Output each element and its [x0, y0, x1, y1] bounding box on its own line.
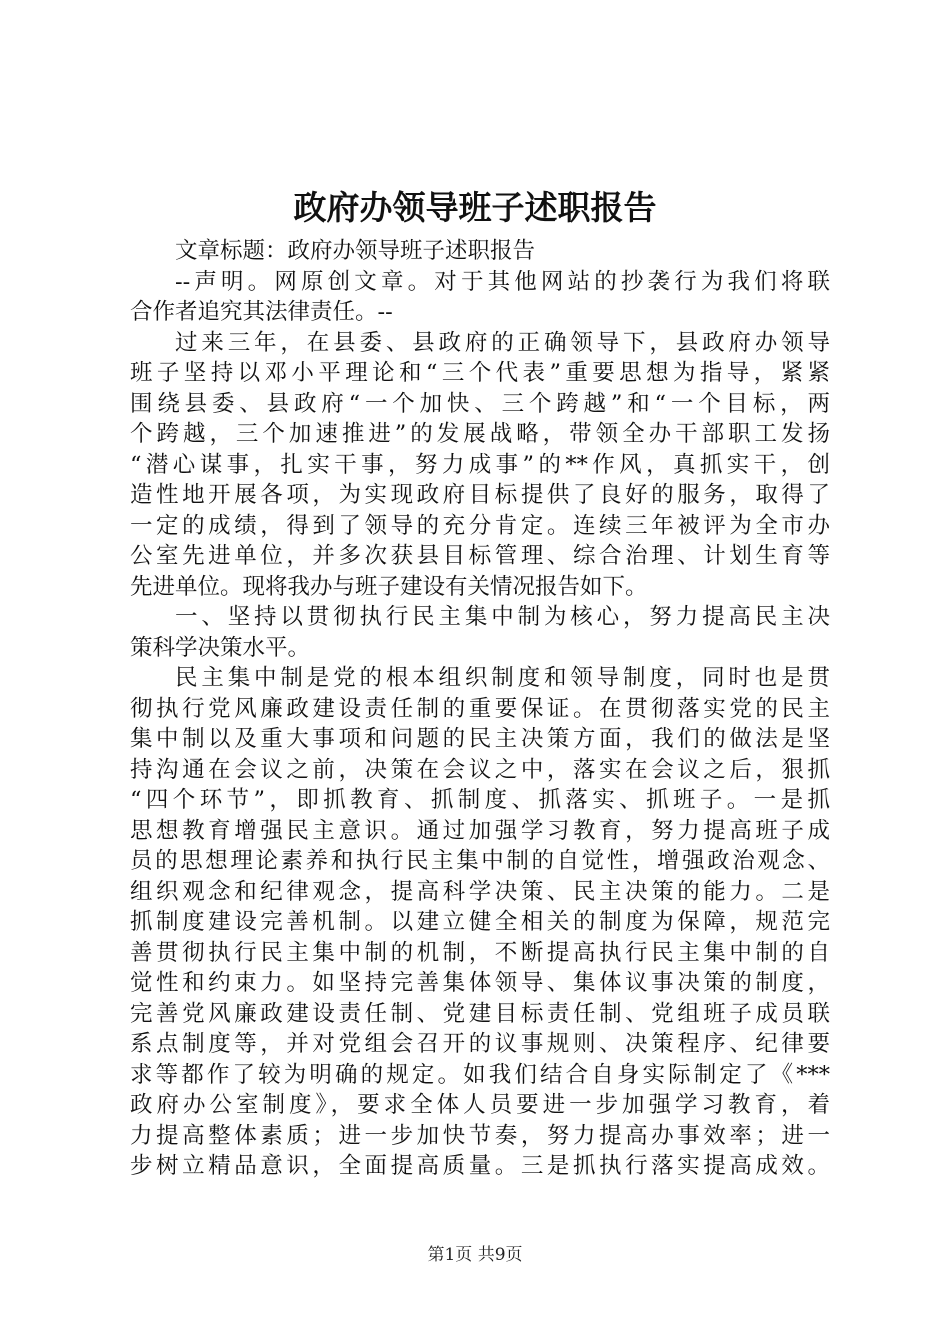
text-line: 组织观念和纪律观念，提高科学决策、民主决策的能力。二是	[130, 878, 830, 905]
document-body	[130, 236, 830, 1182]
document-title: 政府办领导班子述职报告	[293, 188, 657, 227]
text-line: 员的思想理论素养和执行民主集中制的自觉性，增强政治观念、	[130, 848, 830, 874]
text-line: 过来三年，在县委、县政府的正确领导下，县政府办领导	[175, 329, 830, 356]
text-line: 善贯彻执行民主集中制的机制，不断提高执行民主集中制的自	[130, 939, 830, 966]
text-line: 持沟通在会议之前，决策在会议之中，落实在会议之后，狠抓	[130, 756, 830, 783]
text-line: 彻执行党风廉政建设责任制的重要保证。在贯彻落实党的民主	[130, 695, 830, 722]
text-line: 力提高整体素质；进一步加快节奏，努力提高办事效率；进一	[130, 1122, 830, 1149]
text-line: --声明。网原创文章。对于其他网站的抄袭行为我们将联	[175, 268, 830, 295]
text-line: 班子坚持以邓小平理论和“三个代表”重要思想为指导，紧紧	[130, 360, 830, 386]
text-line: 民主集中制是党的根本组织制度和领导制度，同时也是贯	[175, 665, 830, 691]
text-line: 系点制度等，并对党组会召开的议事规则、决策程序、纪律要	[130, 1031, 830, 1057]
text-line: 文章标题：政府办领导班子述职报告	[175, 238, 536, 264]
text-line: 围绕县委、县政府“一个加快、三个跨越”和“一个目标，两	[130, 390, 830, 417]
text-line: 政府办公室制度》，要求全体人员要进一步加强学习教育，着	[130, 1092, 830, 1118]
text-line: 造性地开展各项，为实现政府目标提供了良好的服务，取得了	[130, 482, 830, 508]
text-line: 一、坚持以贯彻执行民主集中制为核心，努力提高民主决	[175, 604, 830, 630]
text-line: 策科学决策水平。	[130, 634, 311, 661]
text-line: 求等都作了较为明确的规定。如我们结合自身实际制定了《***	[130, 1061, 830, 1088]
text-line: 步树立精品意识，全面提高质量。三是抓执行落实提高成效。	[130, 1153, 830, 1179]
text-line: 思想教育增强民主意识。通过加强学习教育，努力提高班子成	[130, 817, 830, 844]
text-line: 完善党风廉政建设责任制、党建目标责任制、党组班子成员联	[130, 1000, 830, 1027]
text-line: 公室先进单位，并多次获县目标管理、综合治理、计划生育等	[130, 543, 830, 569]
text-line: “潜心谋事，扎实干事，努力成事”的**作风，真抓实干，创	[130, 451, 830, 478]
text-line: 一定的成绩，得到了领导的充分肯定。连续三年被评为全市办	[130, 512, 830, 539]
text-line: 合作者追究其法律责任。--	[130, 299, 393, 325]
text-line: 集中制以及重大事项和问题的民主决策方面，我们的做法是坚	[130, 726, 830, 752]
text-line: 觉性和约束力。如坚持完善集体领导、集体议事决策的制度，	[130, 970, 830, 996]
text-line: 抓制度建设完善机制。以建立健全相关的制度为保障，规范完	[130, 909, 830, 935]
page-number: 第1页 共9页	[427, 1245, 523, 1265]
text-line: “四个环节”，即抓教育、抓制度、抓落实、抓班子。一是抓	[130, 787, 830, 813]
text-line: 个跨越，三个加速推进”的发展战略，带领全办干部职工发扬	[130, 421, 830, 447]
text-line: 先进单位。现将我办与班子建设有关情况报告如下。	[130, 573, 648, 600]
